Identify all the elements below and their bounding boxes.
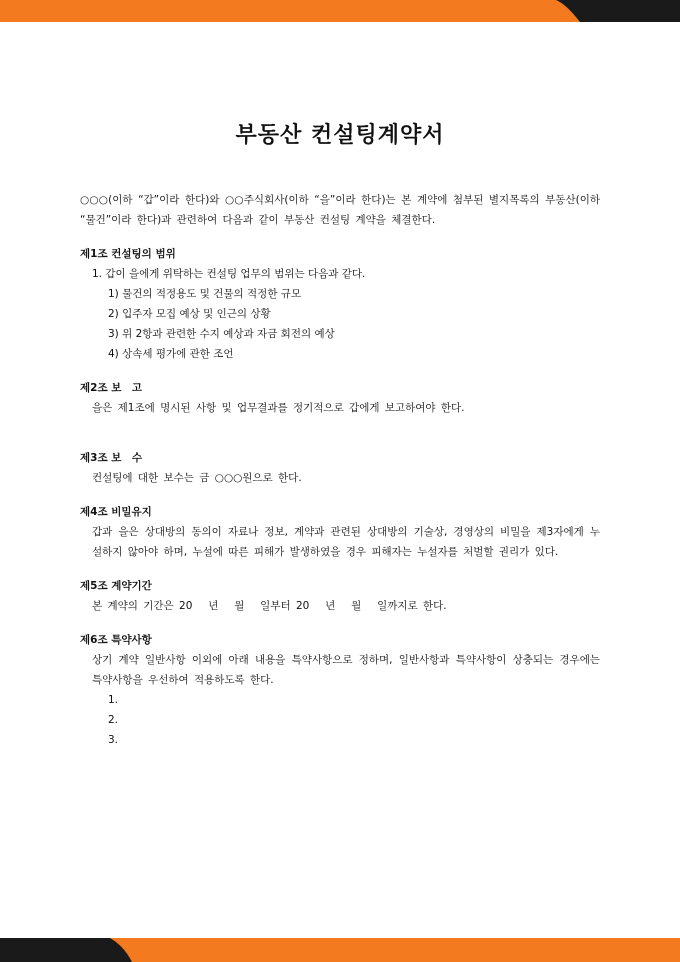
article-subitem: 2) 입주자 모집 예상 및 인근의 상황 (108, 308, 271, 320)
article-subitem: 1) 물건의 적정용도 및 건물의 적정한 규모 (108, 288, 302, 300)
article-body: 을은 제1조에 명시된 사항 및 업무결과를 정기적으로 갑에게 보고하여야 한다. (92, 402, 465, 414)
article-heading: 제1조 컨설팅의 범위 (80, 248, 176, 260)
article-subitem: 3) 위 2항과 관련한 수지 예상과 자금 회전의 예상 (108, 328, 335, 340)
article-body: 컨설팅에 대한 보수는 금 ○○○원으로 한다. (92, 472, 302, 484)
document-body (80, 190, 600, 750)
footer-decoration-bar (0, 938, 680, 962)
article-3 (80, 448, 600, 488)
document-title: 부동산 컨설팅계약서 (235, 123, 445, 148)
special-clause-number: 3. (108, 734, 119, 746)
article-4 (80, 502, 600, 562)
article-body: 갑과 을은 상대방의 동의이 자료나 정보, 계약과 관련된 상대방의 기술상, 경영상의 비밀을 제3자에게 누설하지 않아야 하며, 누설에 따른 피해가 발생하였을 경우 피해자는 누설자를 처벌할 권리가 있다. (92, 526, 600, 558)
article-2 (80, 378, 600, 418)
article-6 (80, 630, 600, 750)
article-item: 1. 갑이 을에게 위탁하는 컨설팅 업무의 범위는 다음과 같다. (92, 268, 366, 280)
article-1 (80, 244, 600, 364)
article-body: 상기 계약 일반사항 이외에 아래 내용을 특약사항으로 정하며, 일반사항과 특약사항이 상충되는 경우에는 특약사항을 우선하여 적용하도록 한다. (92, 654, 600, 686)
article-heading: 제6조 특약사항 (80, 634, 152, 646)
article-heading: 제3조 보 수 (80, 452, 143, 464)
article-5 (80, 576, 600, 616)
article-heading: 제4조 비밀유지 (80, 506, 152, 518)
article-subitem: 4) 상속세 평가에 관한 조언 (108, 348, 234, 360)
article-body: 본 계약의 기간은 20 년 월 일부터 20 년 월 일까지로 한다. (92, 600, 447, 612)
intro-paragraph: ○○○(이하 “갑”이라 한다)와 ○○주식회사(이하 “을”이라 한다)는 본 계약에 첨부된 별지목록의 부동산(이하 “물건”이라 한다)과 관련하여 다음과 같이 부동산 컨설팅 계약을 체결한다. (80, 194, 600, 226)
article-heading: 제2조 보 고 (80, 382, 143, 394)
special-clause-number: 1. (108, 694, 119, 706)
article-heading: 제5조 계약기간 (80, 580, 152, 592)
header-decoration-bar (0, 0, 680, 22)
special-clause-number: 2. (108, 714, 119, 726)
